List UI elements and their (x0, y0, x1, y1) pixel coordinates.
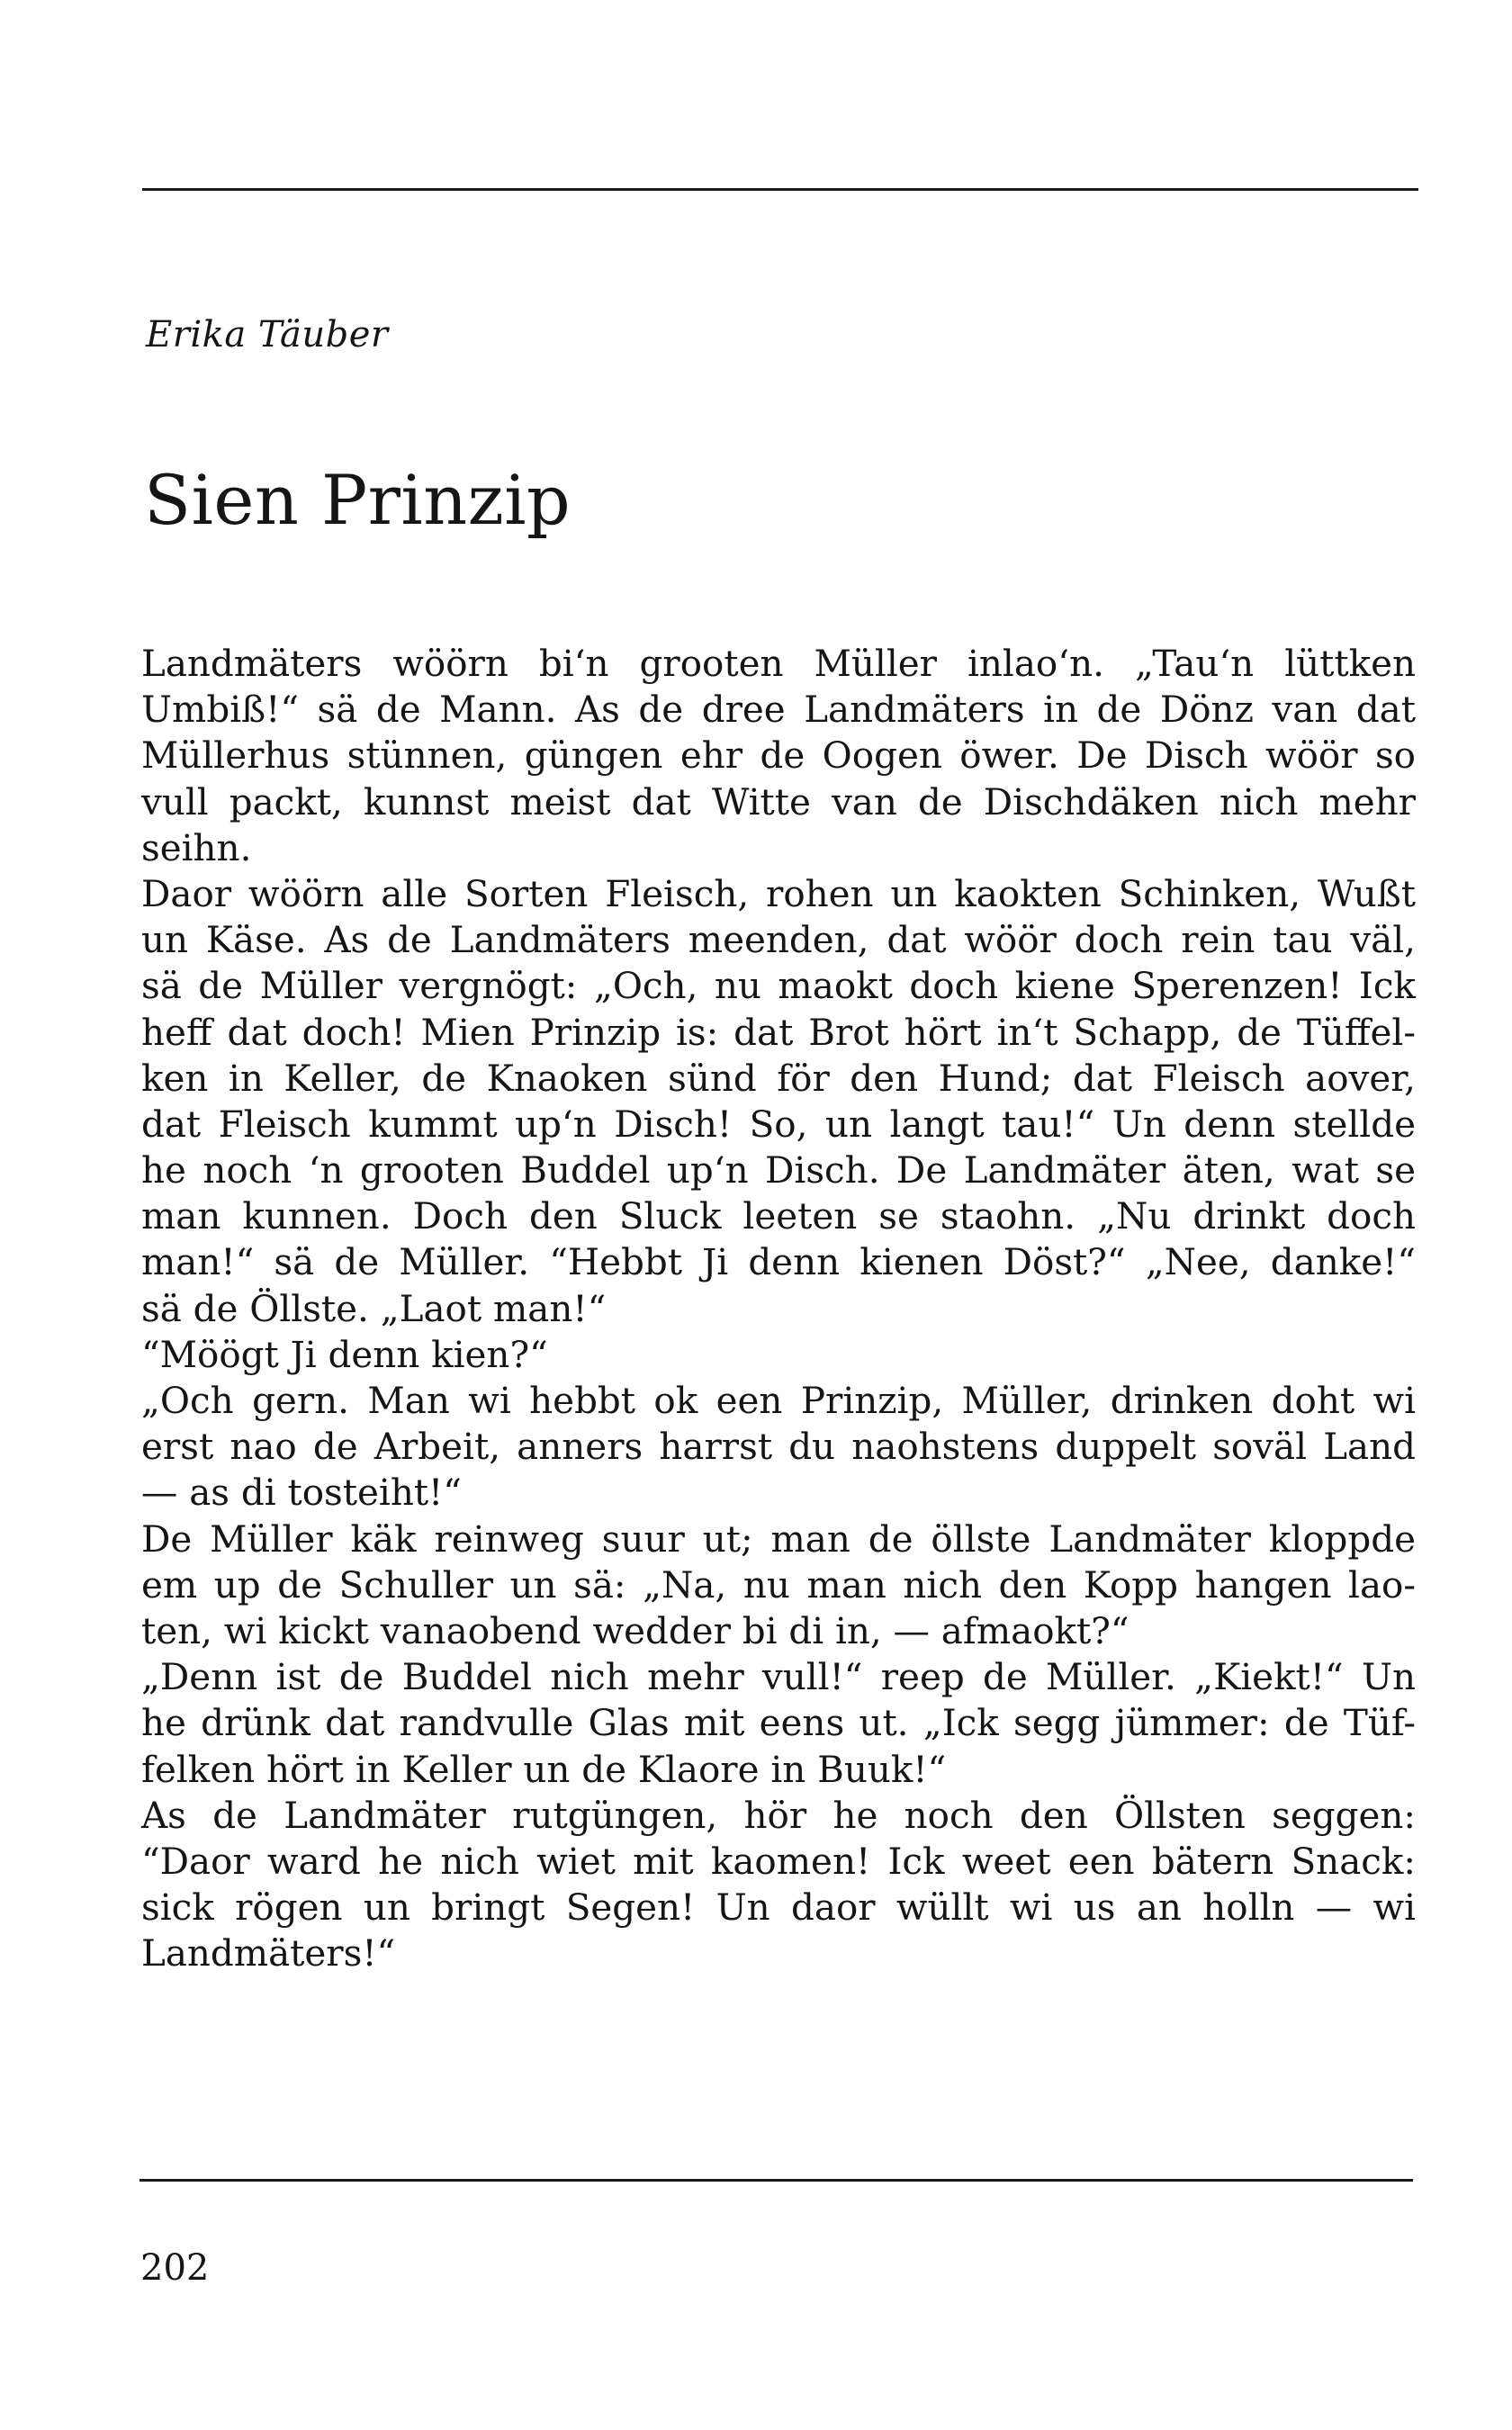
text-line: „Och gern. Man wi hebbt ok een Prinzip, Müller, drinken doht wi (141, 1379, 1416, 1422)
text-line: felken hört in Keller un de Klaore in Buuk!“ (141, 1747, 947, 1791)
paragraph (141, 1654, 1416, 1793)
paragraph (141, 1516, 1416, 1655)
text-line: dat Fleisch kummt up‘n Disch! So, un langt tau!“ Un denn stellde (141, 1102, 1416, 1146)
text-line: Landmäters wöörn bi‘n grooten Müller inlao‘n. „Tau‘n lüttken (141, 642, 1416, 685)
top-rule (142, 188, 1418, 191)
text-line: — as di tosteiht!“ (141, 1471, 462, 1515)
text-line: Landmäters!“ (141, 1931, 396, 1976)
story-title: Sien Prinzip (144, 460, 572, 540)
text-line: erst nao de Arbeit, anners harrst du naohstens duppelt soväl Land (141, 1425, 1416, 1469)
paragraph (141, 1332, 1416, 1378)
text-line: vull packt, kunnst meist dat Witte van de Dischdäken nich mehr (141, 779, 1416, 824)
text-line: sä de Müller vergnögt: „Och, nu maokt doch kiene Sperenzen! Ick (141, 964, 1416, 1008)
text-line: “Möögt Ji denn kien?“ (141, 1332, 548, 1376)
text-line: sick rögen un bringt Segen! Un daor wüllt wi us an holln — wi (141, 1886, 1416, 1930)
paragraph (141, 641, 1416, 871)
text-line: Müllerhus stünnen, güngen ehr de Oogen öwer. De Disch wöör so (141, 734, 1416, 778)
text-line: un Käse. As de Landmäters meenden, dat wöör doch rein tau väl, (141, 918, 1416, 962)
text-line: he drünk dat randvulle Glas mit eens ut. „Ick segg jümmer: de Tüf- (141, 1701, 1416, 1745)
text-line: sä de Öllste. „Laot man!“ (141, 1286, 607, 1330)
text-line: Umbiß!“ sä de Mann. As de dree Landmäters in de Dönz van dat (141, 688, 1416, 732)
page-number: 202 (140, 2247, 210, 2289)
author-name: Erika Täuber (146, 314, 389, 356)
paragraph (141, 871, 1416, 1332)
text-line: man kunnen. Doch den Sluck leeten se staohn. „Nu drinkt doch (141, 1194, 1416, 1238)
paragraph (141, 1793, 1416, 1977)
text-line: Daor wöörn alle Sorten Fleisch, rohen un kaokten Schinken, Wußt (141, 871, 1416, 915)
text-line: he noch ‘n grooten Buddel up‘n Disch. De Landmäter äten, wat se (141, 1148, 1416, 1192)
text-line: man!“ sä de Müller. “Hebbt Ji denn kienen Döst?“ „Nee, danke!“ (141, 1240, 1416, 1284)
text-line: seihn. (141, 825, 252, 869)
story-body (141, 641, 1416, 1976)
text-line: „Denn ist de Buddel nich mehr vull!“ reep de Müller. „Kiekt!“ Un (141, 1655, 1416, 1699)
bottom-rule (140, 2179, 1413, 2182)
paragraph (141, 1378, 1416, 1516)
text-line: ten, wi kickt vanaobend wedder bi di in, — afmaokt?“ (141, 1608, 1130, 1652)
text-line: ken in Keller, de Knaoken sünd för den Hund; dat Fleisch aover, (141, 1056, 1416, 1100)
text-line: De Müller käk reinweg suur ut; man de öllste Landmäter kloppde (141, 1516, 1416, 1561)
text-line: As de Landmäter rutgüngen, hör he noch den Öllsten seggen: (141, 1793, 1416, 1837)
text-line: “Daor ward he nich wiet mit kaomen! Ick weet een bätern Snack: (141, 1839, 1416, 1883)
text-line: heff dat doch! Mien Prinzip is: dat Brot hört in‘t Schapp, de Tüffel- (141, 1010, 1416, 1054)
text-line: em up de Schuller un sä: „Na, nu man nich den Kopp hangen lao- (141, 1562, 1416, 1606)
